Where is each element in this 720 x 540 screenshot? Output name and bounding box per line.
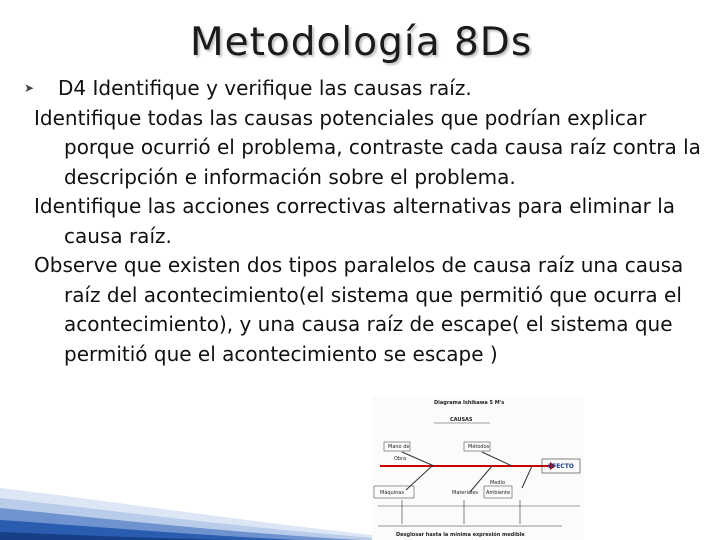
diagram-title: Diagrama Ishikawa 5 M's <box>434 400 505 406</box>
diagram-materiales-label: Materiales <box>452 490 478 496</box>
diagram-metodos-label: Métodos <box>468 444 490 450</box>
diagram-medio-label: Medio <box>490 480 506 486</box>
bullet-text: D4 Identifique y verifique las causas raíz. <box>58 76 472 100</box>
ishikawa-diagram-image <box>372 396 584 540</box>
diagram-maquinas-label: Máquinas <box>380 490 404 496</box>
diagram-footer: Desglosar hasta la mínima expresión medible <box>396 532 525 538</box>
diagram-obra-label: Obra <box>394 456 407 462</box>
diagram-efecto-label: EFECTO <box>548 463 574 470</box>
paragraph-corrective-actions: Identifique las acciones correctivas alternativas para eliminar la causa raíz. <box>34 194 676 248</box>
diagram-causas-label: CAUSAS <box>450 417 473 423</box>
paragraph-root-cause-types: Observe que existen dos tipos paralelos de causa raíz una causa raíz del acontecimiento(el sistema que permitió que ocurra el acontecimiento), y una causa raíz de escape( el sistema que permitió que el acontecimiento se escape ) <box>34 253 684 366</box>
diagram-mano-obra-label: Mano de <box>388 444 410 450</box>
slide-body <box>24 74 714 369</box>
diagram-ambiente-label: Ambiente <box>486 490 511 496</box>
bullet-item <box>24 74 714 104</box>
decorative-blue-sweep <box>0 440 420 540</box>
paragraph-identify-causes: Identifique todas las causas potenciales que podrían explicar porque ocurrió el problema, contraste cada causa raíz contra la descripción e información sobre el problema. <box>34 105 701 189</box>
slide-title: Metodología 8Ds <box>190 20 533 65</box>
arrow-bullet-icon: ➤ <box>24 81 35 95</box>
